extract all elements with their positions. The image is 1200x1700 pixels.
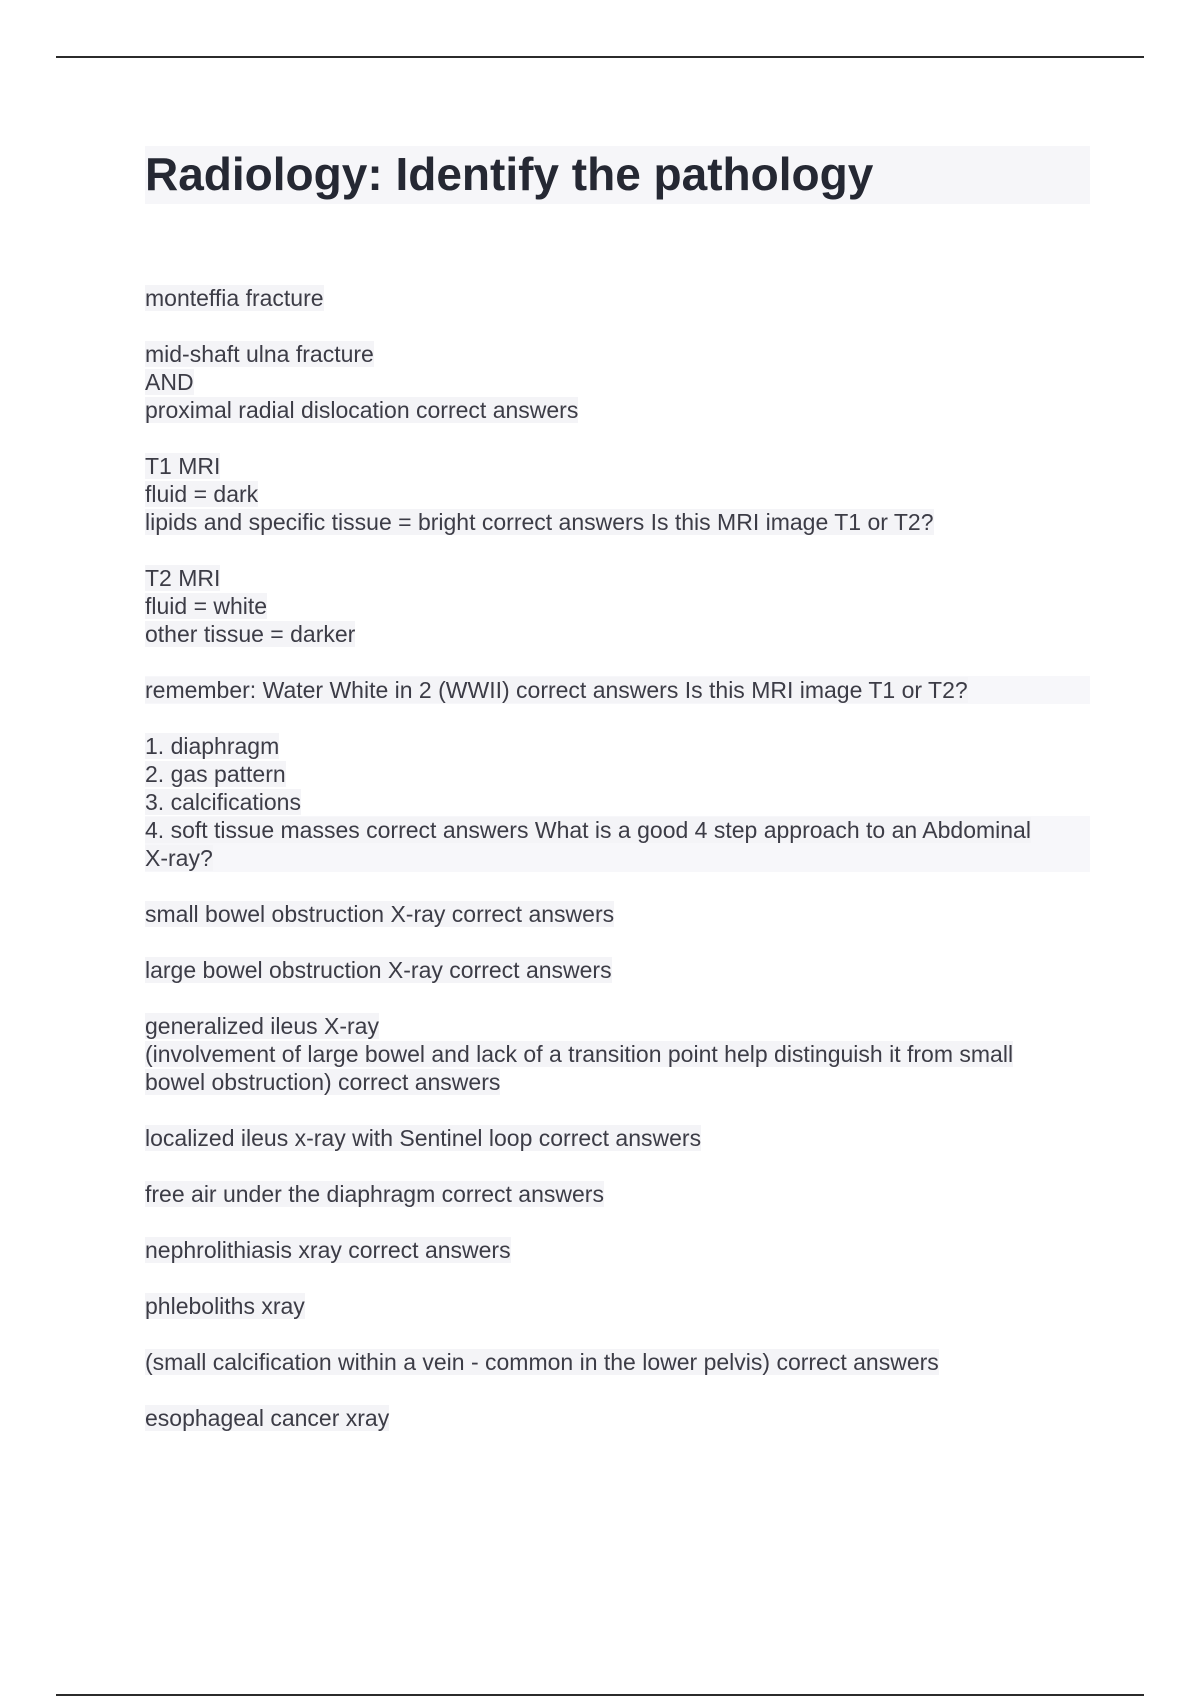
text-line: proximal radial dislocation correct answers (145, 397, 579, 423)
text-line: other tissue = darker (145, 621, 356, 647)
qa-block (145, 1292, 1090, 1320)
qa-block (145, 732, 1090, 872)
text-line: lipids and specific tissue = bright correct answers Is this MRI image T1 or T2? (145, 509, 934, 535)
text-line: mid-shaft ulna fracture (145, 341, 374, 367)
text-line: 2. gas pattern (145, 761, 286, 787)
qa-block (145, 564, 1090, 648)
qa-block (145, 1404, 1090, 1432)
qa-block (145, 452, 1090, 536)
text-line: T1 MRI (145, 453, 221, 479)
text-line: localized ileus x-ray with Sentinel loop correct answers (145, 1125, 702, 1151)
qa-block (145, 676, 1090, 704)
qa-block (145, 340, 1090, 424)
text-line: generalized ileus X-ray (145, 1013, 379, 1039)
text-line: small bowel obstruction X-ray correct answers (145, 901, 615, 927)
text-line: bowel obstruction) correct answers (145, 1069, 501, 1095)
text-line: large bowel obstruction X-ray correct answers (145, 957, 612, 983)
bottom-rule (56, 1694, 1144, 1696)
text-line: phleboliths xray (145, 1293, 305, 1319)
qa-block (145, 1180, 1090, 1208)
text-line: fluid = white (145, 593, 268, 619)
page-title: Radiology: Identify the pathology (145, 146, 1090, 204)
text-line: 4. soft tissue masses correct answers What is a good 4 step approach to an Abdominal (145, 816, 1090, 844)
qa-block (145, 1348, 1090, 1376)
text-line: esophageal cancer xray (145, 1405, 390, 1431)
qa-block (145, 1236, 1090, 1264)
qa-block (145, 956, 1090, 984)
text-line: T2 MRI (145, 565, 221, 591)
qa-block (145, 1124, 1090, 1152)
qa-block (145, 900, 1090, 928)
qa-block (145, 284, 1090, 312)
qa-block (145, 1012, 1090, 1096)
text-line: free air under the diaphragm correct answers (145, 1181, 604, 1207)
document-body (145, 146, 1090, 1460)
text-line: monteffia fracture (145, 285, 324, 311)
top-rule (56, 56, 1144, 58)
text-line: 3. calcifications (145, 789, 301, 815)
text-line: nephrolithiasis xray correct answers (145, 1237, 511, 1263)
text-line: 1. diaphragm (145, 733, 280, 759)
text-line: (small calcification within a vein - common in the lower pelvis) correct answers (145, 1349, 939, 1375)
qa-list (145, 284, 1090, 1432)
text-line: AND (145, 369, 194, 395)
text-line: remember: Water White in 2 (WWII) correct answers Is this MRI image T1 or T2? (145, 676, 1090, 704)
text-line: fluid = dark (145, 481, 259, 507)
text-line: X-ray? (145, 844, 1090, 872)
text-line: (involvement of large bowel and lack of a transition point help distinguish it from small (145, 1041, 1014, 1067)
